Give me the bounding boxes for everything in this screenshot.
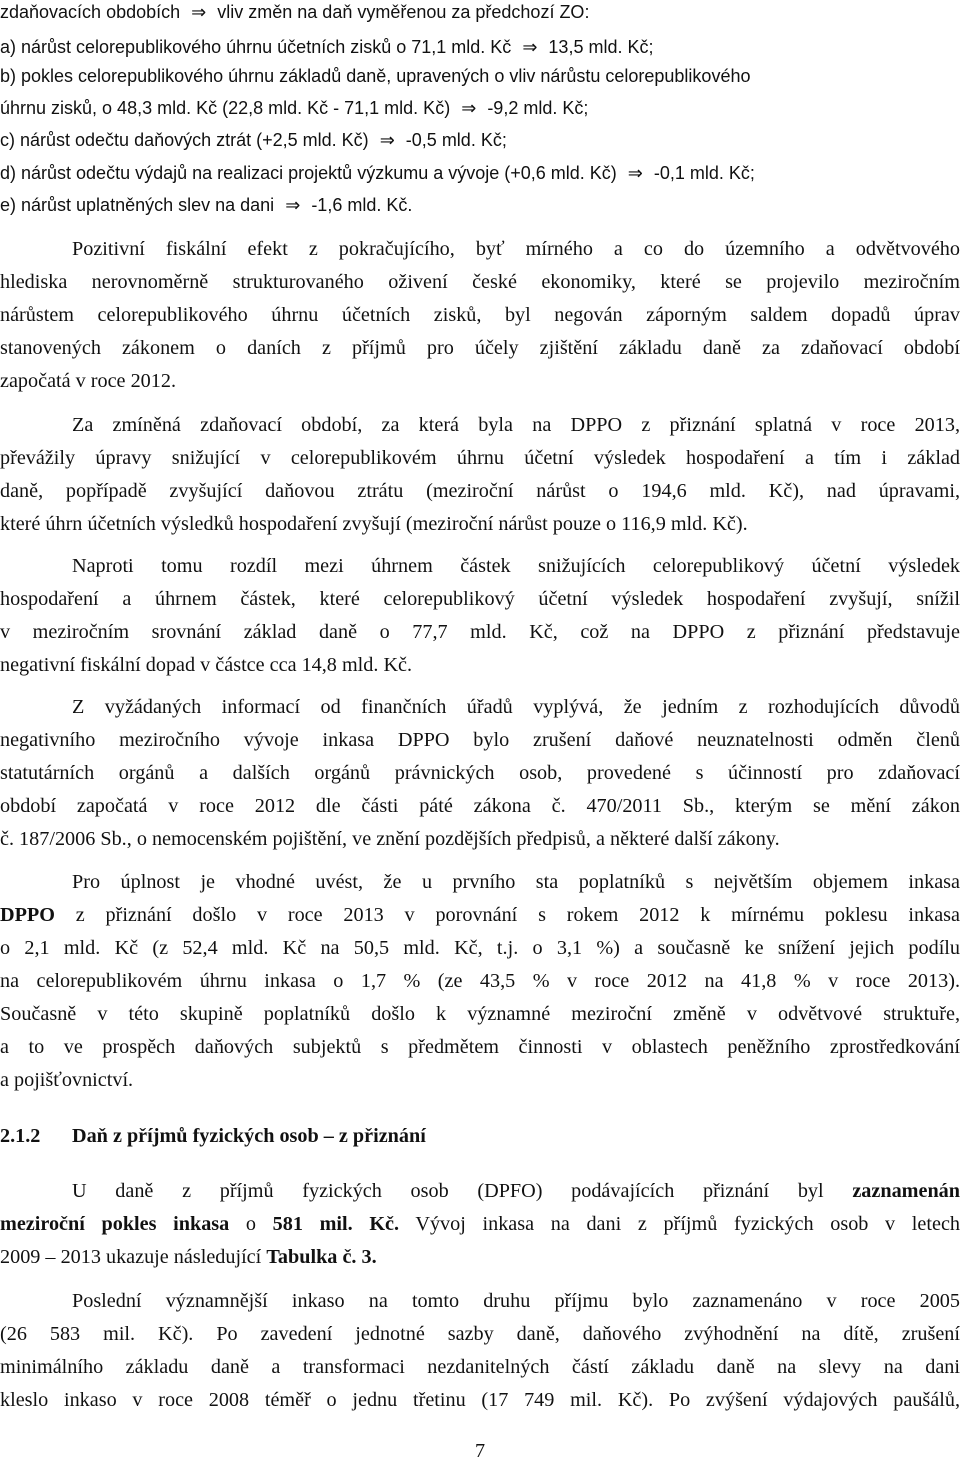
paragraph-7-line: minimálního základu daně a transformaci nezdanitelných částí základu daně na slevy na dani [0,1356,960,1378]
list-intro: zdaňovacích obdobích [0,2,181,22]
paragraph-6-text: o [229,1213,273,1235]
paragraph-5-line: a pojišťovnictví. [0,1069,134,1091]
list-item-b-line2 [0,96,960,120]
paragraph-4-line: statutárních orgánů a dalších orgánů právnických osob, provedené s účinností pro zdaňovací [0,762,960,784]
paragraph-5-line: Pro úplnost je vhodné uvést, že u prvního sta poplatníků s největším objemem inkasa [72,871,960,893]
list-item-e-result: -1,6 mld. Kč. [311,195,413,215]
paragraph-6-text: 2009 – 2013 ukazuje následující [0,1246,267,1268]
implies-arrow-icon: ⇒ [379,130,395,150]
paragraph-7-line: kleslo inkaso v roce 2008 téměř o jednu třetinu (17 749 mil. Kč). Po zvýšení výdajových paušálů, [0,1389,960,1411]
table-reference: Tabulka č. 3. [266,1246,377,1268]
emphasis-amount: 581 mil. Kč. [272,1213,400,1235]
page-number: 7 [474,1440,486,1462]
paragraph-7-line: (26 583 mil. Kč). Po zavedení jednotné sazby daně, daňového zvýhodnění na dítě, zrušení [0,1323,960,1345]
paragraph-6-line [0,1242,960,1272]
paragraph-5-line: a to ve prospěch daňových subjektů s předmětem činnosti v oblastech peněžního zprostředkování [0,1036,960,1058]
paragraph-1-line: započatá v roce 2012. [0,370,176,392]
paragraph-5-line: na celorepublikovém úhrnu inkasa o 1,7 % (ze 43,5 % v roce 2012 na 41,8 % v roce 2013). [0,970,960,992]
paragraph-1-line: nárůstem celorepublikového úhrnu účetních zisků, byl negován záporným saldem dopadů úprav [0,304,960,326]
paragraph-1-line: stanovených zákonem o daních z příjmů pro účely zjištění základu daně za zdaňovací období [0,337,960,359]
paragraph-5-line [0,900,960,930]
list-item-d-result: -0,1 mld. Kč; [653,163,755,183]
section-number: 2.1.2 [0,1125,41,1147]
list-item-c [0,128,960,152]
list-item-a-result: 13,5 mld. Kč; [548,37,654,57]
list-item-a-text: a) nárůst celorepublikového úhrnu účetních zisků o 71,1 mld. Kč [0,37,512,57]
list-item-d-text: d) nárůst odečtu výdajů na realizaci projektů výzkumu a vývoje (+0,6 mld. Kč) [0,163,617,183]
paragraph-6-text: U daně z příjmů fyzických osob (DPFO) podávajících přiznání byl [72,1180,853,1202]
list-item-d [0,161,960,185]
paragraph-4-line: negativního meziročního vývoje inkasa DPPO bylo zrušení daňové neuznatelnosti odměn členů [0,729,960,751]
paragraph-3-line: hospodaření a úhrnem částek, které celorepublikový účetní výsledek hospodaření zvyšují, snížil [0,588,960,610]
list-intro-rest: vliv změn na daň vyměřenou za předchozí ZO: [217,2,590,22]
dppo-emphasis: DPPO [0,904,55,926]
implies-arrow-icon: ⇒ [627,163,643,183]
section-heading [0,1121,426,1151]
list-item-e [0,193,960,217]
paragraph-6-text: Vývoj inkasa na dani z příjmů fyzických osob v letech [399,1213,960,1235]
list-item-b-text-cont: úhrnu zisků, o 48,3 mld. Kč (22,8 mld. Kč - 71,1 mld. Kč) [0,98,451,118]
emphasis-text: meziroční pokles inkasa [0,1213,230,1235]
list-item-a [0,35,960,59]
paragraph-2-line: Za zmíněná zdaňovací období, za která byla na DPPO z přiznání splatná v roce 2013, [72,414,960,436]
paragraph-1-line: Pozitivní fiskální efekt z pokračujícího, byť mírného a co do územního a odvětvového [72,238,960,260]
paragraph-3-line: v meziročním srovnání základ daně o 77,7 mld. Kč, což na DPPO z přiznání představuje [0,621,960,643]
paragraph-6-line [0,1209,960,1239]
emphasis-text: zaznamenán [852,1180,960,1202]
paragraph-7-line: Poslední významnější inkaso na tomto druhu příjmu bylo zaznamenáno v roce 2005 [72,1290,960,1312]
paragraph-3-line: negativní fiskální dopad v částce cca 14,8 mld. Kč. [0,654,413,676]
list-item-b-result: -9,2 mld. Kč; [487,98,589,118]
paragraph-5-line-rest: z přiznání došlo v roce 2013 v porovnání s rokem 2012 k mírnému poklesu inkasa [54,904,960,926]
paragraph-5-line: Současně v této skupině poplatníků došlo k významné meziroční změně v odvětvové struktuře, [0,1003,960,1025]
list-item-e-text: e) nárůst uplatněných slev na dani [0,195,275,215]
list-intro-line [0,0,960,24]
list-item-b-line1 [0,64,960,88]
paragraph-2-line: převážily úpravy snižující v celorepublikovém úhrnu účetní výsledek hospodaření a tím i základ [0,447,960,469]
paragraph-1-line: hlediska nerovnoměrně strukturovaného oživení české ekonomiky, které se projevilo meziročním [0,271,960,293]
paragraph-4-line: období započatá v roce 2012 dle části páté zákona č. 470/2011 Sb., kterým se mění zákon [0,795,960,817]
paragraph-2-line: které úhrn účetních výsledků hospodaření zvyšují (meziroční nárůst pouze o 116,9 mld. Kč). [0,513,748,535]
paragraph-4-line: Z vyžádaných informací od finančních úřadů vyplývá, že jedním z rozhodujících důvodů [72,696,960,718]
implies-arrow-icon: ⇒ [285,195,301,215]
paragraph-5-line: o 2,1 mld. Kč (z 52,4 mld. Kč na 50,5 mld. Kč, t.j. o 3,1 %) a současně ke snížení jejich podílu [0,937,960,959]
paragraph-4-line: č. 187/2006 Sb., o nemocenském pojištění, ve znění pozdějších předpisů, a některé další zákony. [0,828,780,850]
list-item-b-text: b) pokles celorepublikového úhrnu základů daně, upravených o vliv nárůstu celorepublikového [0,66,751,86]
paragraph-2-line: daně, popřípadě zvyšující daňovou ztrátu (meziroční nárůst o 194,6 mld. Kč), nad úpravami, [0,480,960,502]
implies-arrow-icon: ⇒ [461,98,477,118]
implies-arrow-icon: ⇒ [522,37,538,57]
list-item-c-text: c) nárůst odečtu daňových ztrát (+2,5 mld. Kč) [0,130,369,150]
implies-arrow-icon: ⇒ [191,2,207,22]
paragraph-3-line: Naproti tomu rozdíl mezi úhrnem částek snižujících celorepublikový účetní výsledek [72,555,960,577]
list-item-c-result: -0,5 mld. Kč; [405,130,507,150]
section-title: Daň z příjmů fyzických osob – z přiznání [72,1125,426,1147]
paragraph-6-line [0,1176,960,1206]
